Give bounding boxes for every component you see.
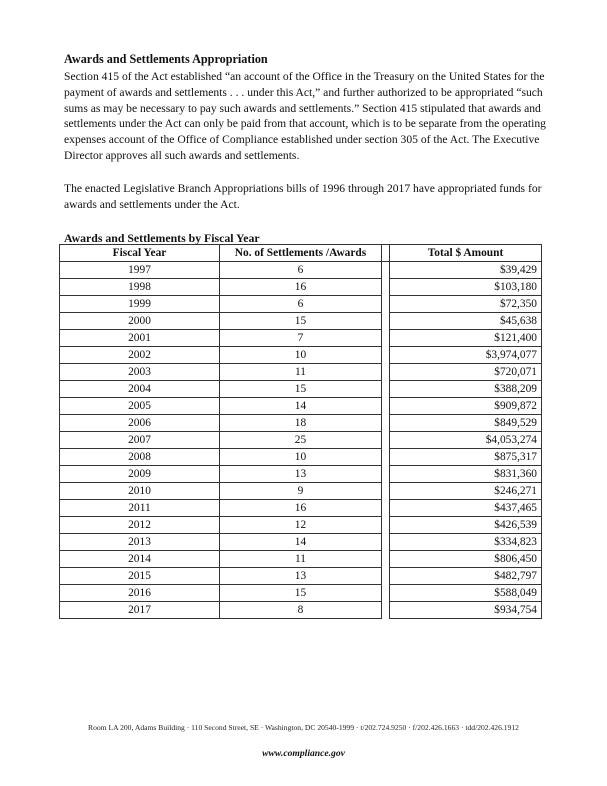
total-amount-cell: $482,797 [390, 568, 542, 585]
column-gap [382, 415, 390, 432]
fiscal-year-cell: 2003 [60, 364, 220, 381]
fiscal-year-cell: 2005 [60, 398, 220, 415]
settlement-count-cell: 8 [220, 602, 382, 619]
column-gap [382, 432, 390, 449]
total-amount-cell: $806,450 [390, 551, 542, 568]
table-row [60, 568, 542, 585]
total-amount-cell: $588,049 [390, 585, 542, 602]
settlement-count-cell: 15 [220, 381, 382, 398]
table-row [60, 415, 542, 432]
column-gap [382, 381, 390, 398]
column-gap [382, 313, 390, 330]
table-row [60, 483, 542, 500]
footer-url[interactable]: www.compliance.gov [262, 748, 345, 759]
column-gap [382, 262, 390, 279]
header-fiscal-year: Fiscal Year [60, 245, 220, 262]
settlement-count-cell: 13 [220, 466, 382, 483]
table-row [60, 466, 542, 483]
table-row [60, 296, 542, 313]
column-gap [382, 534, 390, 551]
column-gap [382, 279, 390, 296]
fiscal-year-cell: 2015 [60, 568, 220, 585]
fiscal-year-cell: 2013 [60, 534, 220, 551]
table-row [60, 517, 542, 534]
table-row [60, 330, 542, 347]
fiscal-year-cell: 2004 [60, 381, 220, 398]
total-amount-cell: $246,271 [390, 483, 542, 500]
table-row [60, 551, 542, 568]
total-amount-cell: $437,465 [390, 500, 542, 517]
section-title: Awards and Settlements Appropriation [64, 52, 268, 66]
total-amount-cell: $39,429 [390, 262, 542, 279]
table-row [60, 602, 542, 619]
fiscal-year-cell: 1997 [60, 262, 220, 279]
table-caption: Awards and Settlements by Fiscal Year [64, 231, 260, 245]
table-row [60, 585, 542, 602]
header-total-amount: Total $ Amount [390, 245, 542, 262]
fiscal-year-cell: 2002 [60, 347, 220, 364]
fiscal-year-cell: 2014 [60, 551, 220, 568]
column-gap [382, 296, 390, 313]
settlement-count-cell: 7 [220, 330, 382, 347]
column-gap [382, 500, 390, 517]
total-amount-cell: $831,360 [390, 466, 542, 483]
column-gap [382, 466, 390, 483]
settlement-count-cell: 6 [220, 262, 382, 279]
settlement-count-cell: 14 [220, 534, 382, 551]
fiscal-year-cell: 2006 [60, 415, 220, 432]
total-amount-cell: $4,053,274 [390, 432, 542, 449]
table-row [60, 500, 542, 517]
column-gap [382, 551, 390, 568]
column-gap [382, 245, 390, 262]
settlement-count-cell: 16 [220, 500, 382, 517]
settlement-count-cell: 16 [220, 279, 382, 296]
settlement-count-cell: 12 [220, 517, 382, 534]
settlement-count-cell: 9 [220, 483, 382, 500]
header-settlement-count: No. of Settlements /Awards [220, 245, 382, 262]
table-row [60, 381, 542, 398]
table-body [60, 262, 542, 619]
footer-address: Room LA 200, Adams Building · 110 Second Street, SE · Washington, DC 20540-1999 · t/202.724.9250 · f/202.426.1663 · tdd/202.426.1912 [88, 723, 519, 732]
fiscal-year-cell: 1999 [60, 296, 220, 313]
total-amount-cell: $875,317 [390, 449, 542, 466]
column-gap [382, 568, 390, 585]
column-gap [382, 449, 390, 466]
settlement-count-cell: 13 [220, 568, 382, 585]
settlement-count-cell: 15 [220, 313, 382, 330]
awards-table [59, 244, 542, 619]
column-gap [382, 602, 390, 619]
table-row [60, 432, 542, 449]
total-amount-cell: $45,638 [390, 313, 542, 330]
fiscal-year-cell: 2012 [60, 517, 220, 534]
total-amount-cell: $388,209 [390, 381, 542, 398]
table-row [60, 279, 542, 296]
total-amount-cell: $426,539 [390, 517, 542, 534]
column-gap [382, 517, 390, 534]
table-row [60, 398, 542, 415]
table-row [60, 313, 542, 330]
total-amount-cell: $103,180 [390, 279, 542, 296]
column-gap [382, 398, 390, 415]
fiscal-year-cell: 2000 [60, 313, 220, 330]
fiscal-year-cell: 2001 [60, 330, 220, 347]
fiscal-year-cell: 2009 [60, 466, 220, 483]
total-amount-cell: $934,754 [390, 602, 542, 619]
fiscal-year-cell: 2017 [60, 602, 220, 619]
table-row [60, 449, 542, 466]
section-paragraph-1: Section 415 of the Act established “an account of the Office in the Treasury on the United States for the payment of awards and settlements . . . under this Act,” and further authorized to be appropriated “such sums as may be necessary to pay such awards and settlements.” Section 415 stipulated that awards and settlements under the Act can only be paid from that account, which is to be separate from the operating expenses account of the Office of Compliance established under section 305 of the Act. The Executive Director approves all such awards and settlements. [64, 70, 546, 162]
column-gap [382, 347, 390, 364]
table-header-row [60, 245, 542, 262]
fiscal-year-cell: 2010 [60, 483, 220, 500]
total-amount-cell: $909,872 [390, 398, 542, 415]
fiscal-year-cell: 1998 [60, 279, 220, 296]
total-amount-cell: $121,400 [390, 330, 542, 347]
column-gap [382, 330, 390, 347]
settlement-count-cell: 25 [220, 432, 382, 449]
column-gap [382, 364, 390, 381]
column-gap [382, 585, 390, 602]
fiscal-year-cell: 2011 [60, 500, 220, 517]
fiscal-year-cell: 2008 [60, 449, 220, 466]
settlement-count-cell: 6 [220, 296, 382, 313]
table-row [60, 347, 542, 364]
fiscal-year-cell: 2007 [60, 432, 220, 449]
settlement-count-cell: 14 [220, 398, 382, 415]
fiscal-year-cell: 2016 [60, 585, 220, 602]
table-row [60, 364, 542, 381]
total-amount-cell: $72,350 [390, 296, 542, 313]
column-gap [382, 483, 390, 500]
total-amount-cell: $720,071 [390, 364, 542, 381]
table-row [60, 262, 542, 279]
table-row [60, 534, 542, 551]
section-paragraph-2: The enacted Legislative Branch Appropriations bills of 1996 through 2017 have appropriated funds for awards and settlements under the Act. [64, 182, 542, 211]
settlement-count-cell: 10 [220, 347, 382, 364]
total-amount-cell: $849,529 [390, 415, 542, 432]
settlement-count-cell: 15 [220, 585, 382, 602]
settlement-count-cell: 10 [220, 449, 382, 466]
settlement-count-cell: 18 [220, 415, 382, 432]
settlement-count-cell: 11 [220, 364, 382, 381]
total-amount-cell: $3,974,077 [390, 347, 542, 364]
total-amount-cell: $334,823 [390, 534, 542, 551]
settlement-count-cell: 11 [220, 551, 382, 568]
